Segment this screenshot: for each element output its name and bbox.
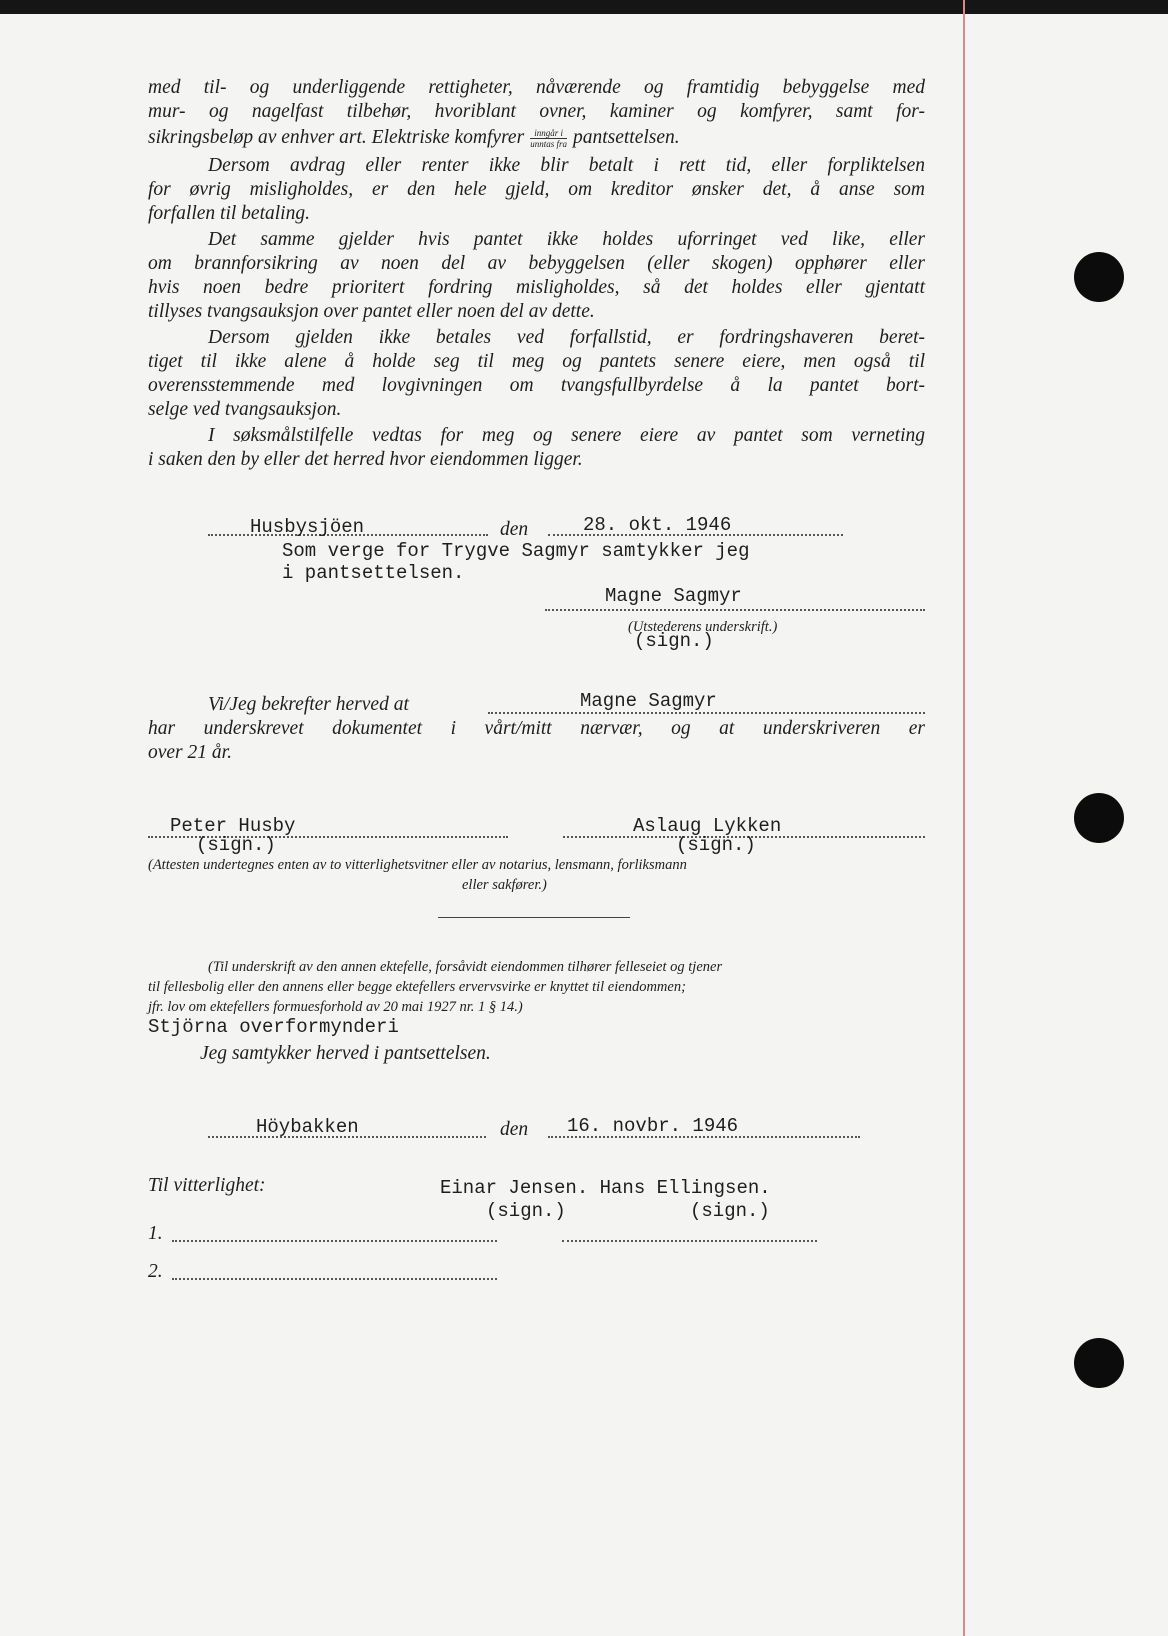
text-line: tillyses tvangsauksjon over pantet eller noen del av dette.	[148, 301, 595, 322]
attest-text: Vi/Jeg bekrefter herved at	[208, 694, 409, 715]
text-line: om brannforsikring av noen del av bebyggelsen (eller skogen) opphører eller	[148, 253, 925, 274]
witness-2-sign: (sign.)	[676, 834, 756, 856]
text-line: i saken den by eller det herred hvor eiendommen ligger.	[148, 449, 583, 470]
witness-sign: (sign.)	[486, 1200, 566, 1222]
witness-line-extra	[562, 1240, 817, 1242]
witness-label: Til vitterlighet:	[148, 1175, 266, 1196]
spouse-note: (Til underskrift av den annen ektefelle, forsåvidt eiendommen tilhører felleseiet og tjener	[208, 959, 723, 975]
date-field: 16. novbr. 1946	[567, 1115, 739, 1137]
text-fragment: sikringsbeløp av enhver art. Elektriske komfyrer	[148, 127, 525, 148]
date-field: 28. okt. 1946	[583, 514, 732, 536]
consent-body: samtykker herved i pantsettelsen.	[231, 1043, 491, 1064]
consent-pronoun: Jeg	[200, 1043, 228, 1064]
place-field: Husbysjöen	[250, 516, 365, 538]
witness-line-2	[172, 1278, 497, 1280]
attest-note: eller sakfører.)	[462, 877, 547, 893]
spouse-note: jfr. lov om ektefellers formuesforhold av 20 mai 1927 nr. 1 § 14.)	[148, 999, 523, 1015]
consent-text	[200, 1042, 491, 1066]
text-line: hvis noen bedre prioritert fordring misligholdes, så det holdes eller gjentatt	[148, 277, 925, 298]
witness-sign: (sign.)	[690, 1200, 770, 1222]
text-line: mur- og nagelfast tilbehør, hvoriblant ovner, kaminer og komfyrer, samt for-	[148, 101, 925, 122]
typed-consent-line: i pantsettelsen.	[282, 562, 465, 584]
text-fragment: pantsettelsen.	[572, 127, 680, 148]
witness-number: 2.	[148, 1261, 163, 1282]
issuer-signature: Magne Sagmyr	[605, 585, 742, 607]
issuer-caption: (Utstederens underskrift.)	[628, 619, 778, 635]
witness-number: 1.	[148, 1223, 163, 1244]
witness-1-name: Peter Husby	[170, 815, 296, 837]
text-line: Det samme gjelder hvis pantet ikke holdes uforringet ved like, eller	[208, 229, 925, 250]
attest-text: over 21 år.	[148, 742, 232, 763]
attest-name: Magne Sagmyr	[580, 690, 717, 712]
typed-authority: Stjörna overformynderi	[148, 1016, 399, 1038]
text-line: Dersom gjelden ikke betales ved forfallstid, er fordringshaveren beret-	[208, 327, 925, 348]
fraction-bottom: unntas fra	[530, 139, 567, 150]
attest-note: (Attesten undertegnes enten av to vitterlighetsvitner eller av notarius, lensmann, forliksmann	[148, 857, 687, 873]
text-line: tiget til ikke alene å holde seg til meg og pantets senere eiere, men også til	[148, 351, 925, 372]
divider	[438, 917, 630, 918]
issuer-signature-line	[545, 609, 925, 611]
place-field: Höybakken	[256, 1116, 359, 1138]
text-line: I søksmålstilfelle vedtas for meg og senere eiere av pantet som verneting	[208, 425, 925, 446]
witness-line-1	[172, 1240, 497, 1242]
text-line: overensstemmende med lovgivningen om tvangsfullbyrdelse å la pantet bort-	[148, 375, 925, 396]
punch-hole	[1074, 793, 1124, 843]
typed-consent-line: Som verge for Trygve Sagmyr samtykker jeg	[282, 540, 750, 562]
sign-note: (sign.)	[634, 630, 714, 652]
punch-hole	[1074, 252, 1124, 302]
witness-names: Einar Jensen. Hans Ellingsen.	[440, 1177, 771, 1199]
den-label: den	[500, 1119, 529, 1140]
text-line: med til- og underliggende rettigheter, nåværende og framtidig bebyggelse med	[148, 77, 925, 98]
attest-text: har underskrevet dokumentet i vårt/mitt nærvær, og at underskriveren er	[148, 718, 925, 739]
text-line: forfallen til betaling.	[148, 203, 310, 224]
den-label: den	[500, 519, 529, 540]
text-line	[148, 126, 680, 150]
margin-line	[963, 0, 965, 1636]
attest-name-line	[488, 712, 925, 714]
text-line: selge ved tvangsauksjon.	[148, 399, 342, 420]
fraction-option	[530, 128, 567, 149]
text-line: Dersom avdrag eller renter ikke blir betalt i rett tid, eller forpliktelsen	[208, 155, 925, 176]
scan-top-edge	[0, 0, 1168, 14]
punch-hole	[1074, 1338, 1124, 1388]
text-line: for øvrig misligholdes, er den hele gjeld, om kreditor ønsker det, å anse som	[148, 179, 925, 200]
witness-2-name: Aslaug Lykken	[633, 815, 782, 837]
spouse-note: til fellesbolig eller den annens eller begge ektefellers ervervsvirke er knyttet til eiendommen;	[148, 979, 686, 995]
fraction-top: inngår i	[530, 128, 567, 139]
witness-1-sign: (sign.)	[196, 834, 276, 856]
